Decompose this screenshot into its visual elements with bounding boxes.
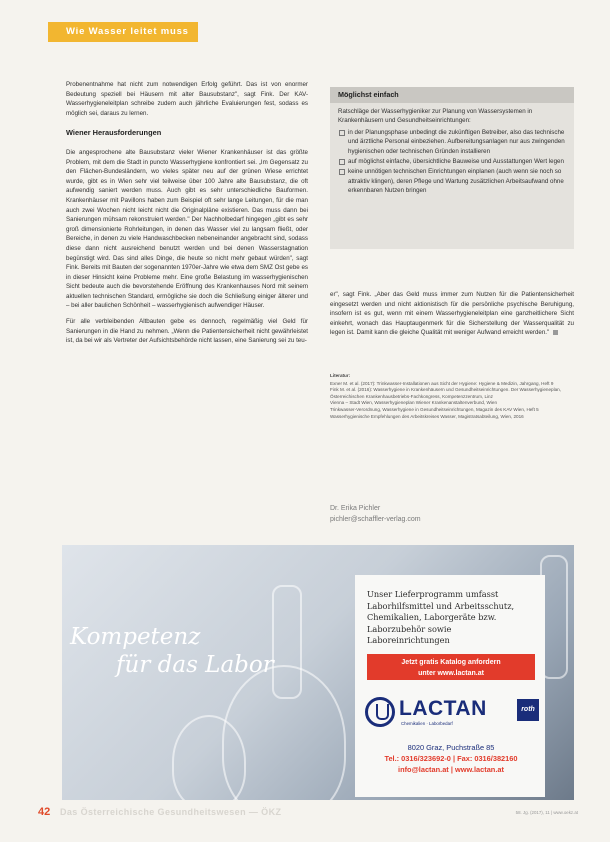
square-bullet-icon (339, 159, 345, 165)
article-paragraph: Für alle verbleibenden Altbauten gebe es dennoch, regelmäßig viel Geld für Sanierungen in die Hand zu nehmen. „Wenn die Patientensicherheit nicht gewährleistet ist, da bei wir als Vertreter der Aufsichtsbehörde nicht lassen, eine Sanierung sei zu teu- (66, 318, 308, 345)
reference-entry: Wasserhygienische Empfehlungen des Arbeitskreises Wasser, Magistratsabteilung, Wien, 2016 (330, 413, 524, 419)
magazine-title: Das Österreichische Gesundheitswesen — ÖKZ (60, 807, 282, 817)
brand-name: LACTAN (399, 697, 487, 720)
list-item-text: in der Planungsphase unbedingt die zukünftigen Betreiber, also das technische und ärztliche Personal einbeziehen. Aufbereitungsanlagen nur aus zwingenden hygienischen oder technischen Gründen installieren (348, 128, 565, 155)
info-box-title: Möglichst einfach (330, 87, 574, 103)
square-bullet-icon (339, 169, 345, 175)
slogan-line: Kompetenz (70, 624, 201, 650)
cta-line: Jetzt gratis Katalog anfordern (401, 659, 501, 666)
ad-web-link[interactable]: info@lactan.at | www.lactan.at (398, 765, 504, 774)
article-paragraph-text: er", sagt Fink. „Aber das Geld muss immer zum Nutzen für die Patientensicherheit eingesetzt werden und nicht aktionistisch für die persönliche psychische Beruhigung, insofern ist es gut, wenn mit einem Wasserhygieneleitplan eine ganzheitlichere Sicht einkehrt, wonach das Hauptaugenmerk für die Sicherstellung der Wasserqualität zu legen ist. Damit kann die gleiche Qualität mit weniger Aufwand erreicht werden." (330, 291, 574, 337)
ad-phone: Tel.: 0316/323692-0 | Fax: 0316/382160 (384, 754, 518, 763)
article-paragraph (330, 290, 574, 338)
author-block (330, 503, 421, 525)
reference-entry: Vienna – Stadt Wien, Wasserhygieneplan Wiener Krankenanstaltenverbund, Wien (330, 400, 498, 406)
ad-slogan (70, 623, 274, 679)
info-box (330, 87, 574, 249)
flask-logo-icon (365, 697, 395, 727)
references-heading: Literatur: (330, 373, 351, 378)
reference-entry: Exner M. et al. (2017): Trinkwasser-Installationen aus Sicht der Hygiene: Hygiene & Medizin, Jahrgang, Heft 9 (330, 380, 554, 386)
catalog-cta-button[interactable] (367, 654, 535, 680)
roth-partner-badge: roth (517, 699, 539, 721)
article-paragraph: Probenentnahme hat nicht zum notwendigen Erfolg geführt. Das ist von enormer Bedeutung speziell bei Häusern mit alter Bausubstanz", sagt Fink. Der KAV-Wasserhygieneleitplan schreibe zudem auch jährliche Evaluierungen fest, sodass es möglich sei, daraus zu lernen. (66, 81, 308, 117)
references (330, 373, 574, 420)
info-box-list (330, 128, 574, 196)
issue-info: 58. Jg. (2017), 11 | www.oekz.at (515, 810, 578, 815)
list-item-text: keine unnötigen technischen Einrichtungen einplanen (auch wenn sie noch so attraktiv klingen), deren Pflege und Wartung zusätzlichen Arbeitsaufwand ohne erkennbaren Nutzen bringen (348, 168, 564, 195)
article-paragraph: Die angesprochene alte Bausubstanz vieler Wiener Krankenhäuser ist das größte Problem, mit dem die Stadt in puncto Wasserhygiene konfrontiert sei. „Im Gegensatz zu den Flächen-Bundesländern, wo vieles später neu auf der grünen Wiese errichtet wurde, gibt es in Wien sehr viel teilweise über 100 Jahre alte Bausubstanz, die oft aufwendig saniert werden muss. Auch gibt es sehr unterschiedliche Bauformen. Krankenhäuser mit Pavillons haben zum Beispiel oft sehr lange Leitungen, für die man auch zwei Wochen nicht leicht nicht die Originalpläne existieren. Das muss dann bei Sanierungen mühsam rekonstruiert werden." Der Nachholbedarf hingegen „gibt es sehr groß dimensionierte Rohrleitungen, in denen das Wasser viel zu langsam fließt, oder Bereiche, in denen zu viele Handwaschbecken nebeneinander angebracht sind, sodass diese dann nicht ausreichend benutzt werden und bei denen Wasserstagnation begünstigt wird. Das sind alles Dinge, die heute so nicht mehr gebaut würden", sagt Fink. Bereits mit Bauten der sogenannten 1970er-Jahre wie etwa dem SMZ Ost gebe es in dieser Hinsicht keine Probleme mehr. Eine große Belastung im wasserhygienischen Sicht bedeute auch die bevorstehende Eröffnung des Krankenhauses Nord mit seinem aktuellen technischen Standard, ermögliche sie doch die Schließung einiger älterer und – bei aller baulichen Schönheit – wasserhygienisch aufwendiger Häuser. (66, 148, 308, 310)
brand-subtitle: Chemikalien · Laborbedarf (401, 721, 453, 726)
page-number: 42 (38, 806, 51, 818)
page-footer (38, 806, 578, 820)
list-item (348, 167, 566, 195)
reference-entry: Trinkwasser-Verordnung, Wasserhygiene in Gesundheitseinrichtungen, Magazin des KAV Wien, Heft 5 (330, 406, 539, 412)
ad-contact (365, 742, 537, 775)
section-heading: Wiener Herausforderungen (66, 128, 162, 138)
reference-entry: Fink M. et al. (2016): Wasserhygiene in Krankenhäusern und Gesundheitseinrichtungen. Der Wasserhygieneplan, Österreichischen Krankenhausbetriebs-Fachkongress, Kompetenzzentrum, Linz (330, 387, 562, 399)
article-right-column (330, 290, 574, 344)
info-box-intro: Ratschläge der Wasserhygieniker zur Planung von Wassersystemen in Krankenhäusern und Gesundheitseinrichtungen: (338, 108, 533, 125)
ad-info-card (355, 575, 545, 797)
list-item (348, 128, 566, 156)
end-mark-icon (553, 330, 558, 335)
list-item-text: auf möglichst einfache, übersichtliche Bauweise und Ausstattungen Wert legen (348, 158, 564, 166)
author-name: Dr. Erika Pichler (330, 505, 381, 512)
article-left-column (66, 80, 308, 352)
lactan-advertisement (62, 545, 574, 800)
cta-line: unter www.lactan.at (418, 670, 484, 677)
lactan-logo (365, 695, 537, 731)
slogan-line: für das Labor (116, 652, 274, 678)
ad-program-text: Unser Lieferprogramm umfasst Laborhilfsmittel und Arbeitsschutz, Chemikalien, Laborgeräte bzw. Laborzubehör sowie Laboreinrichtungen (367, 589, 515, 645)
list-item (348, 157, 566, 166)
ad-address: 8020 Graz, Puchstraße 85 (407, 743, 495, 752)
author-email[interactable]: pichler@schaffler-verlag.com (330, 516, 421, 523)
glassware-decoration (172, 715, 246, 800)
glassware-decoration (272, 585, 302, 699)
square-bullet-icon (339, 130, 345, 136)
section-header-tab: Wie Wasser leitet muss (48, 22, 198, 42)
